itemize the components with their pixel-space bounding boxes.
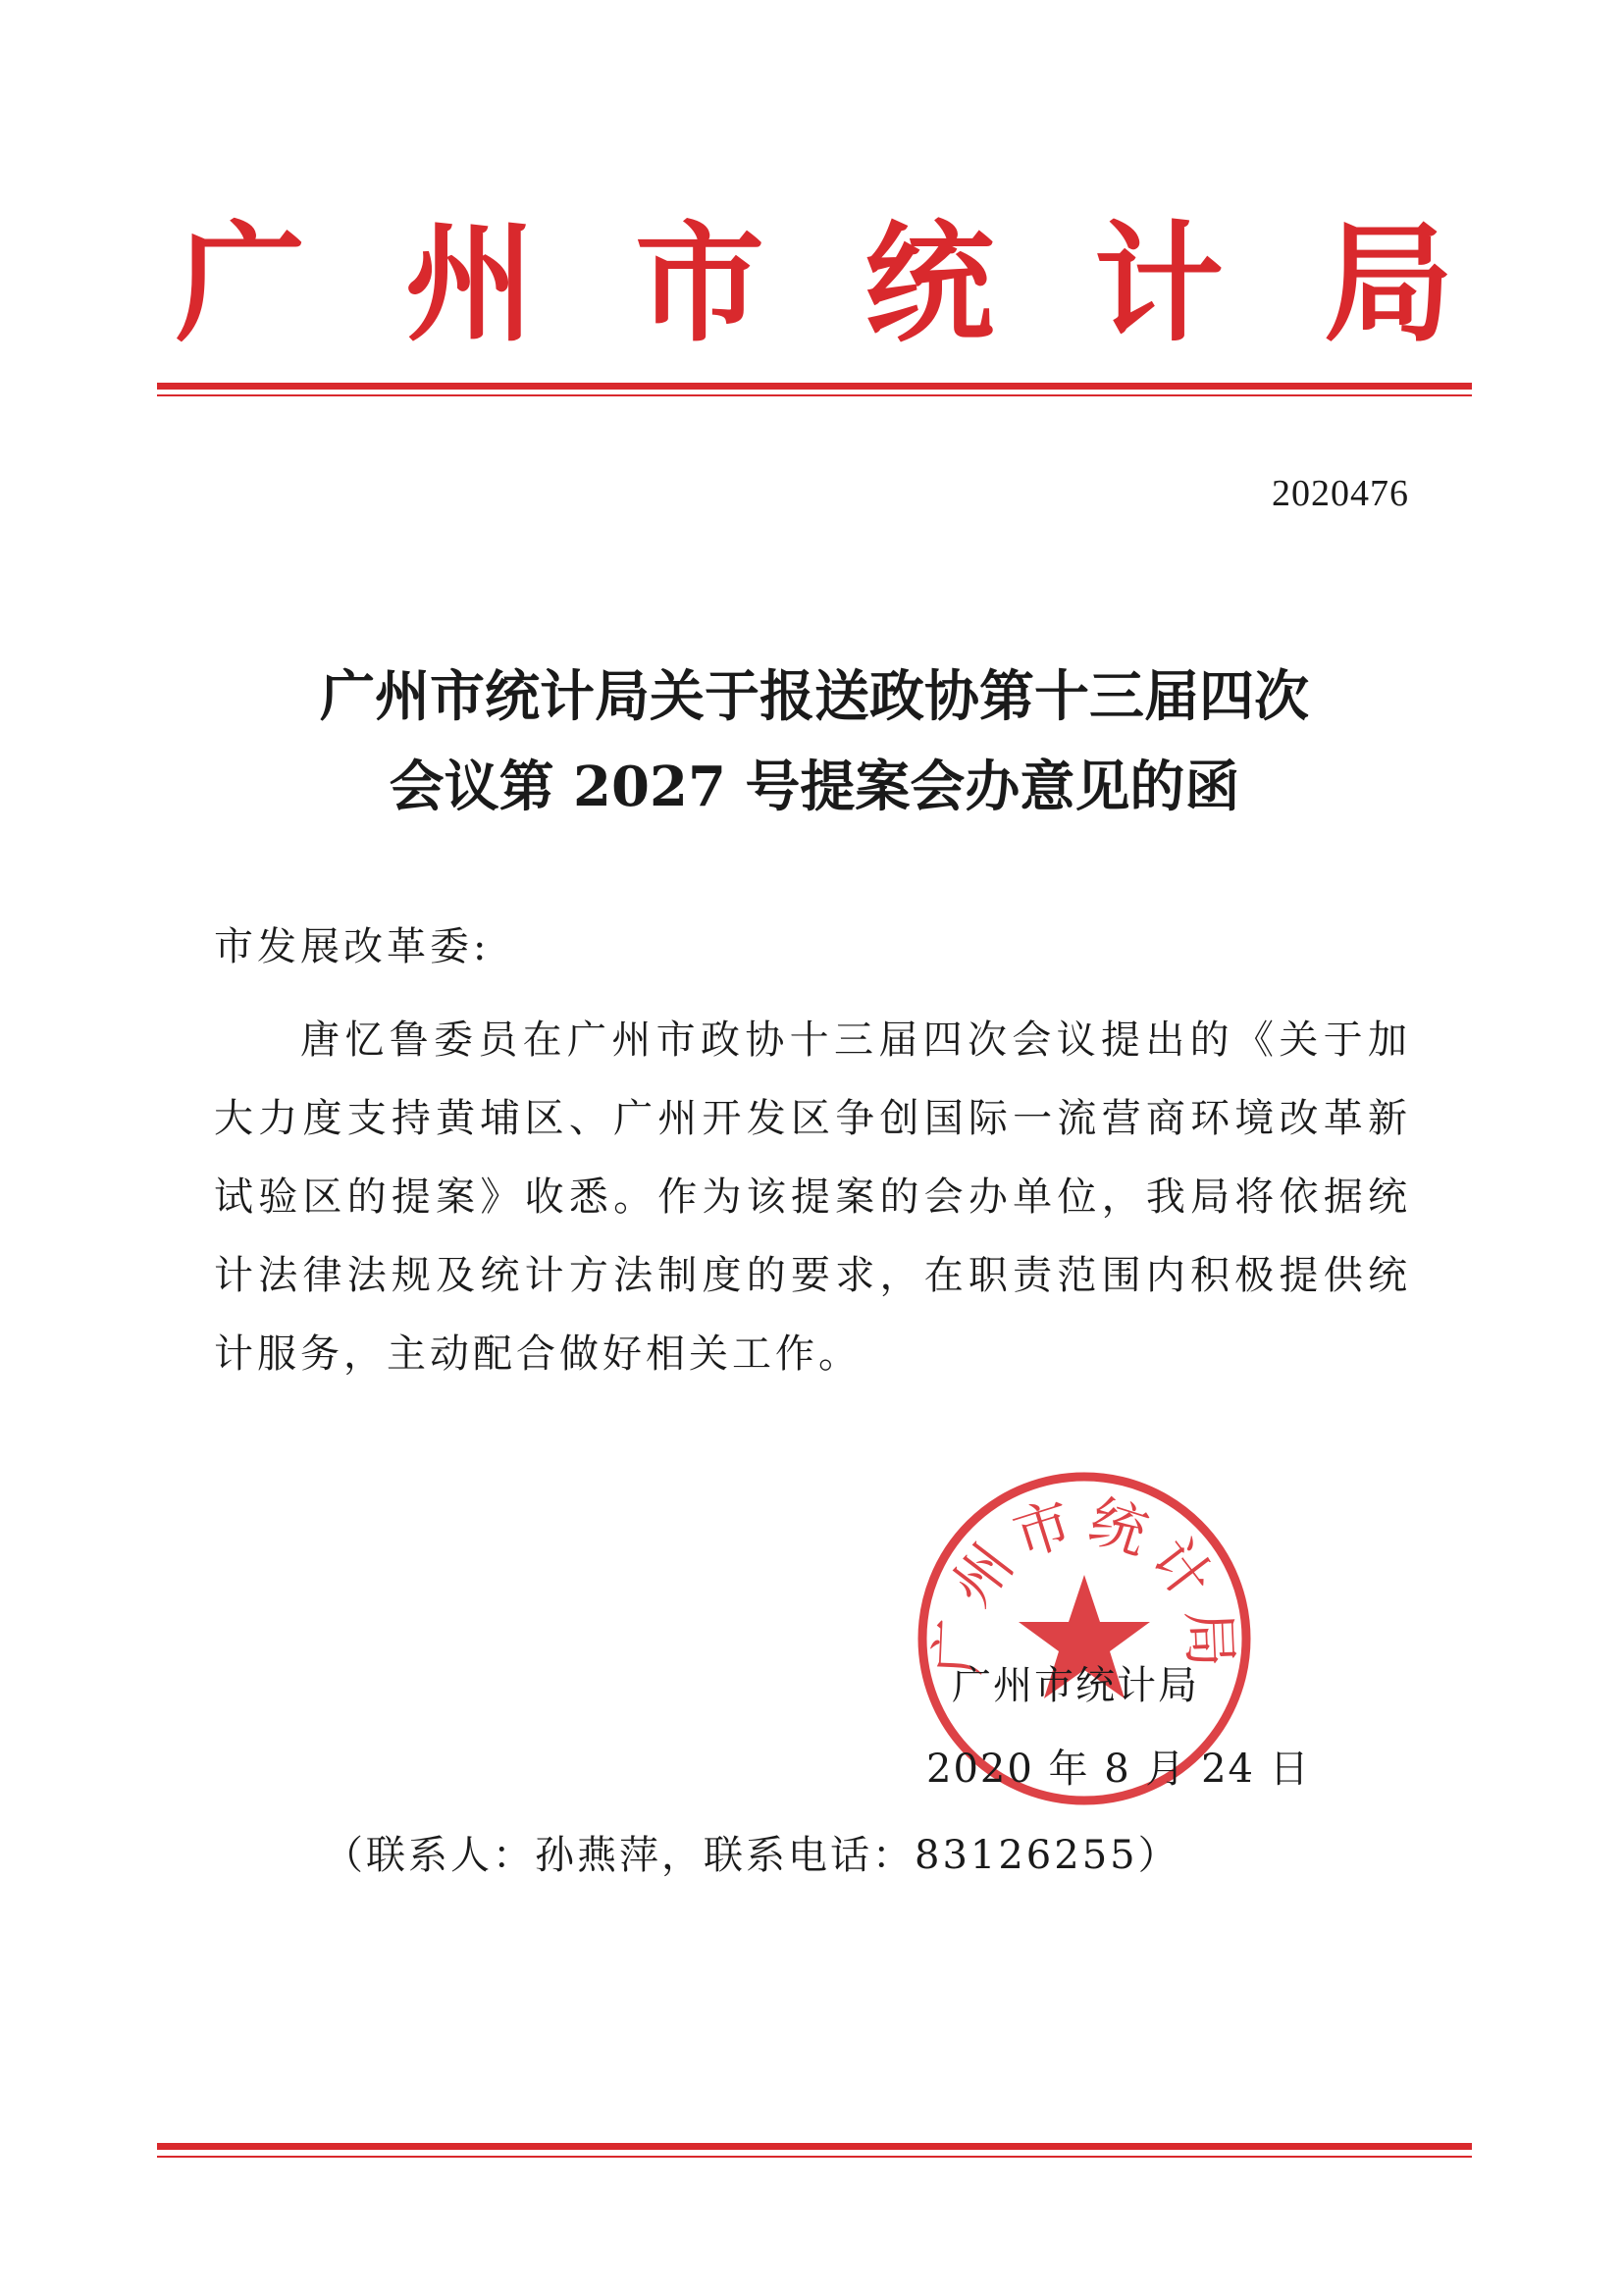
letterhead-char: 州: [405, 208, 535, 360]
body-paragraph: [214, 1001, 1411, 1393]
title-line-2: 会议第 2027 号提案会办意见的函: [389, 755, 1240, 819]
letterhead-rule-thin: [157, 394, 1472, 396]
body-line: 计法律法规及统计方法制度的要求，在职责范围内积极提供统: [214, 1253, 1411, 1298]
title-line-1: 广州市统计局关于报送政协第十三届四次: [320, 664, 1309, 729]
document-number: 2020476: [1272, 473, 1409, 514]
letterhead-char: 统: [864, 208, 994, 360]
letterhead-rule-thick: [157, 383, 1472, 390]
body-line: 唐忆鲁委员在广州市政协十三届四次会议提出的《关于加: [300, 1018, 1411, 1063]
signatory: 广州市统计局: [952, 1663, 1199, 1708]
body-line: 大力度支持黄埔区、广州开发区争创国际一流营商环境改革新: [214, 1096, 1411, 1141]
document-title: [157, 652, 1472, 832]
body-line: 计服务，主动配合做好相关工作。: [214, 1331, 862, 1377]
signature-date: 2020 年 8 月 24 日: [926, 1747, 1311, 1792]
body-line: 试验区的提案》收悉。作为该提案的会办单位，我局将依据统: [214, 1174, 1411, 1220]
letterhead-char: 局: [1324, 208, 1453, 360]
footer-rule-thick: [157, 2143, 1472, 2150]
contact-info: （联系人：孙燕萍，联系电话：83126255）: [324, 1833, 1180, 1878]
footer-rule-thin: [157, 2156, 1472, 2158]
letterhead-char: 计: [1094, 208, 1224, 360]
letterhead-char: 广: [176, 208, 305, 360]
letterhead-title: [157, 208, 1472, 360]
letterhead-char: 市: [635, 208, 764, 360]
salutation: 市发展改革委:: [214, 924, 491, 969]
seal-text: 广州市统计局: [923, 1487, 1245, 1677]
